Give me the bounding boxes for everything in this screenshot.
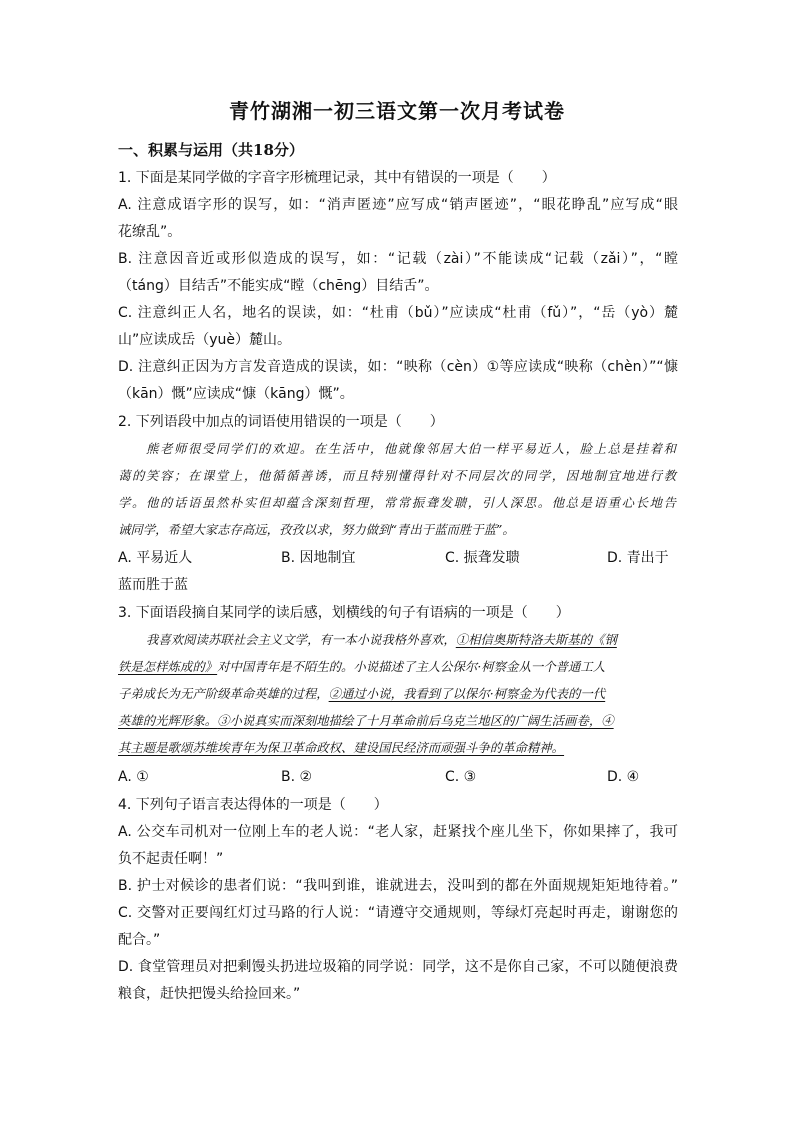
question-3-option-a: A. ① [118,769,149,785]
question-4-option-b-line1: B. 护士对候诊的患者们说：“我叫到谁，谁就进去，没叫到的都在外面规规矩矩地待着。” [118,878,678,894]
question-1-option-c-line1: C. 注意纠正人名，地名的误读，如：“杜甫（bǔ）”应读成“杜甫（fǔ）”，“岳（yò）麓 [118,305,678,321]
question-2-option-b: B. 因地制宜 [281,550,356,566]
question-4-option-c-line1: C. 交警对正要闯红灯过马路的行人说：“请遵守交通规则，等绿灯亮起时再走，谢谢您的 [118,905,678,921]
underlined-sentence-1-end: 铁是怎样炼成的》 [118,659,218,674]
question-1-option-b-line1: B. 注意因音近或形似造成的误写，如：“记载（zài）”不能读成“记载（zǎi）”，“瞠 [118,251,678,267]
section-heading: 一、积累与运用（共18分） [118,141,304,159]
question-2-option-d: D. 青出于 [607,550,669,566]
page-title: 青竹湖湘一初三语文第一次月考试卷 [229,99,565,123]
underlined-sentence-4: 其主题是歌颂苏维埃青年为保卫革命政权、建设国民经济而顽强斗争的革命精神。 [118,740,565,755]
question-4-stem: 4. 下列句子语言表达得体的一项是（ ） [118,797,388,813]
question-3-option-c: C. ③ [445,769,477,785]
question-2-option-c: C. 振聋发聩 [445,550,520,566]
question-2-option-a: A. 平易近人 [118,550,193,566]
question-2-stem: 2. 下列语段中加点的词语使用错误的一项是（ ） [118,414,444,430]
question-3-passage-line5 [118,739,676,757]
question-1-stem: 1. 下面是某同学做的字音字形梳理记录，其中有错误的一项是（ ） [118,170,556,186]
question-3-option-d: D. ④ [607,769,640,785]
question-1-option-c-line2: 山”应读成岳（yuè）麓山。 [118,332,292,348]
question-2-passage-line4: 诫同学，希望大家志存高远，孜孜以求，努力做到“青出于蓝而胜于蓝”。 [118,522,515,537]
underlined-sentence-3: ③小说真实而深刻地描绘了十月革命前后乌克兰地区的广阔生活画卷，④ [217,713,614,728]
question-3-passage-line1 [146,631,676,649]
question-4-option-a-line2: 负不起责任啊！” [118,851,224,867]
question-2-passage-line3: 学。他的话语虽然朴实但却蕴含深刻哲理，常常振聋发聩，引人深思。他总是语重心长地告 [118,495,676,510]
question-1-option-a-line2: 花缭乱”。 [118,224,182,240]
passage-text: 子弟成长为无产阶级革命英雄的过程， [118,686,329,701]
question-3-stem: 3. 下面语段摘自某同学的读后感，划横线的句子有语病的一项是（ ） [118,605,570,621]
question-4-option-a-line1: A. 公交车司机对一位刚上车的老人说：“老人家，赶紧找个座儿坐下，你如果摔了，我可 [118,824,678,840]
question-2-passage-line1: 熊老师很受同学们的欢迎。在生活中，他就像邻居大伯一样平易近人，脸上总是挂着和 [146,441,676,456]
question-1-option-a-line1: A. 注意成语字形的误写，如：“消声匿迹”应写成“销声匿迹”，“眼花睁乱”应写成“眼 [118,197,678,213]
question-3-option-b: B. ② [281,769,313,785]
question-1-option-d-line2: （kān）慨”应读成“慷（kāng）慨”。 [118,386,354,402]
underlined-sentence-1: ①相信奥斯特洛夫斯基的《钢 [455,632,617,647]
underlined-sentence-2-end: 英雄的光辉形象。 [118,713,218,728]
question-3-passage-line4 [118,712,676,730]
underlined-sentence-2: ②通过小说，我看到了以保尔·柯察金为代表的一代 [328,686,606,701]
question-4-option-d-line2: 粮食，赶快把馒头给捡回来。” [118,986,301,1002]
question-4-option-c-line2: 配合。” [118,932,161,948]
question-1-option-b-line2: （táng）目结舌”不能实成“瞠（chēng）目结舌”。 [118,278,439,294]
question-3-passage-line3 [118,685,676,703]
passage-text: 我喜欢阅读苏联社会主义文学，有一本小说我格外喜欢， [146,632,456,647]
question-2-option-d-continued: 蓝而胜于蓝 [118,577,188,593]
question-3-passage-line2 [118,658,676,676]
question-4-option-d-line1: D. 食堂管理员对把剩馒头扔进垃圾箱的同学说：同学，这不是你自己家，不可以随便浪费 [118,959,678,975]
question-2-passage-line2: 蔼的笑容；在课堂上，他循循善诱，而且特别懂得针对不同层次的同学，因地制宜地进行教 [118,468,676,483]
question-1-option-d-line1: D. 注意纠正因为方言发音造成的误读，如：“映称（cèn）①等应读成“映称（chèn）”“慷 [118,359,678,375]
passage-text: 对中国青年是不陌生的。小说描述了主人公保尔·柯察金从一个普通工人 [217,659,606,674]
